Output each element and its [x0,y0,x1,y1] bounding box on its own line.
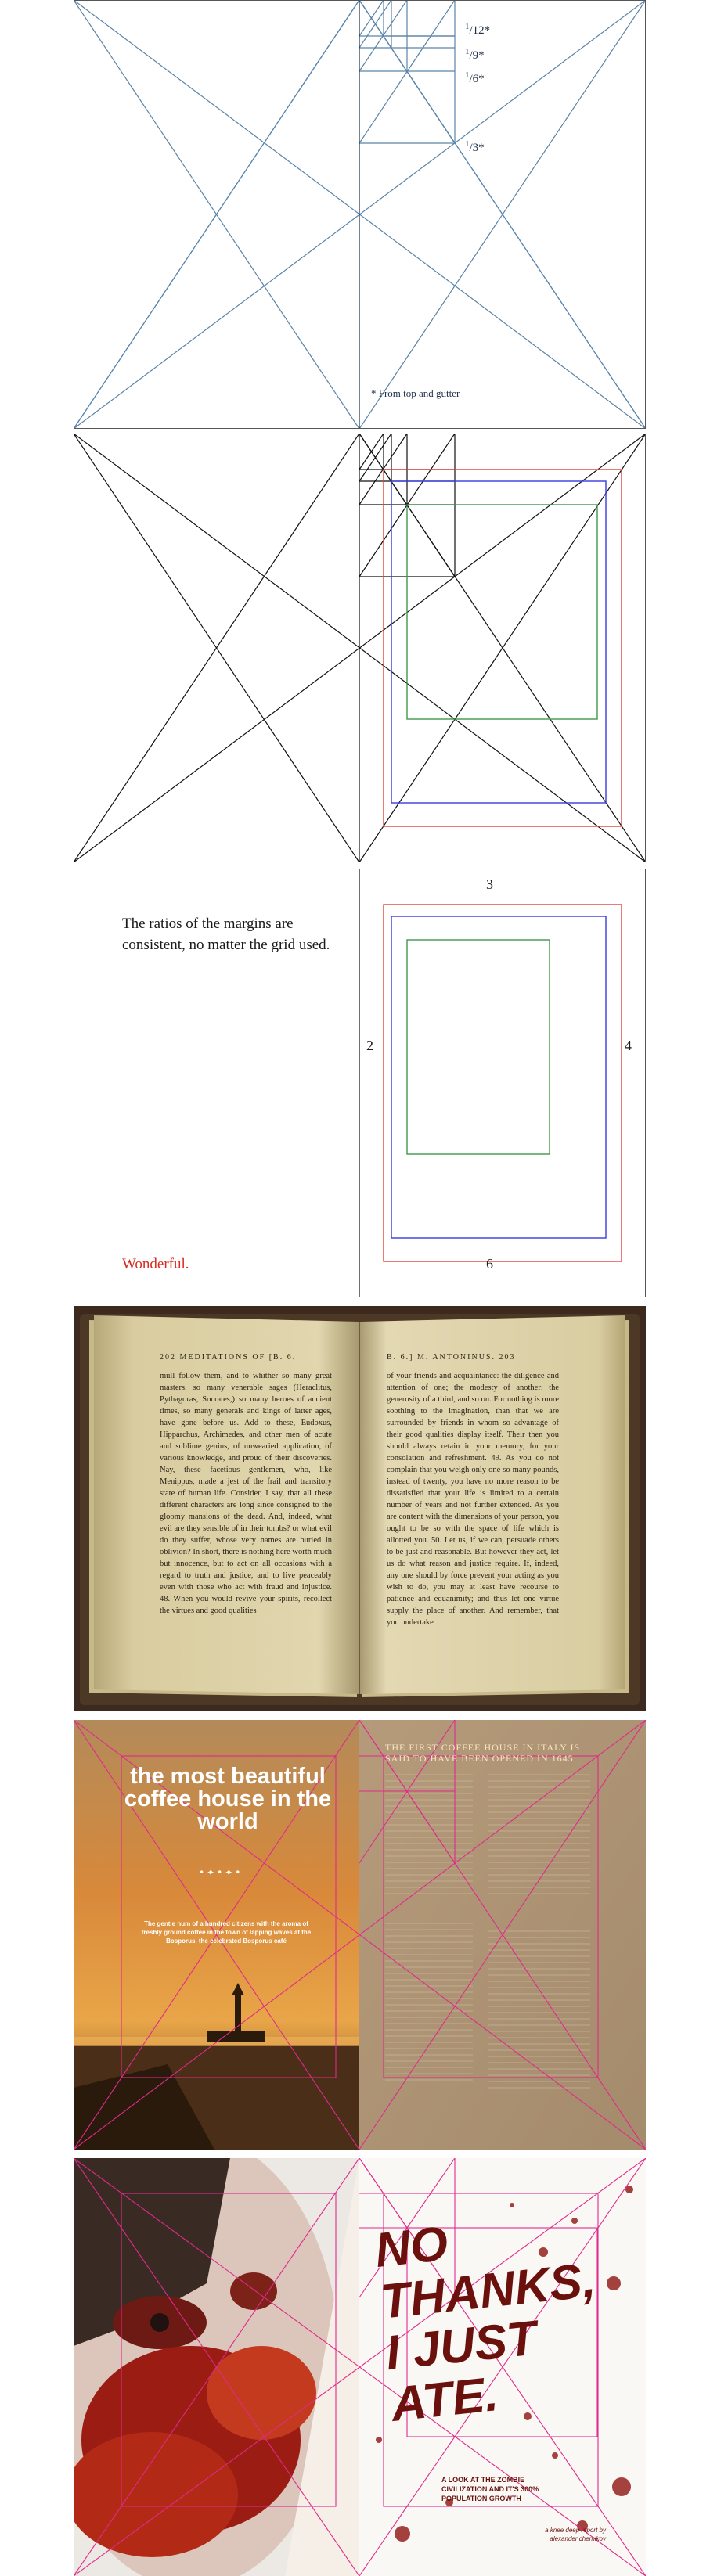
zombie-headline: NO THANKS, I JUST ATE. [372,2216,598,2432]
margin-ratio-panel [74,869,646,1297]
zombie-credit: a knee deep report by alexander chernikov [545,2527,606,2542]
open-book-photo [74,1306,646,1711]
fraction-label-third: $^1$/3* [465,139,485,154]
canon-construction-panel [74,0,646,429]
right-page-header: B. 6.] M. ANTONINUS. 203 [387,1353,516,1362]
magazine-deck: The gentle hum of a hundred citizens with the aroma of freshly ground coffee in the town of lapping waves at the Bosporus, the celebrated Bosporus café [141,1920,312,1945]
margin-top-ratio: 3 [486,876,493,892]
margin-left-ratio: 2 [366,1038,373,1053]
zombie-deck: A LOOK AT THE ZOMBIE CIVILIZATION AND IT'S 300% POPULATION GROWTH [441,2476,539,2502]
magazine-spread-coffee [74,1720,646,2150]
fraction-label-ninth: $^1$/9* [465,47,485,62]
margin-bottom-ratio: 6 [486,1256,493,1272]
magazine-headline: the most beautiful coffee house in the world [124,1764,332,1834]
fraction-label-sixth: $^1$/6* [465,70,485,85]
canon-construction-diagram [74,0,646,429]
footnote: * From top and gutter [371,387,460,399]
margin-right-ratio: 4 [625,1038,632,1053]
right-page-heading: THE FIRST COFFEE HOUSE IN ITALY IS SAID TO HAVE BEEN OPENED IN 1645 [385,1742,581,1764]
right-page-text: of your friends and acquaintance: the diligence and attention of one; the modesty of another; the generosity of a third, and so on. For nothing is more soothing to the imagination, than that we are surrounded by friends in whom so advantage of their good qualities display itself. Their then you should always retain in your memory, for your consolation and refreshment. 49. As you do not complain that you weigh only one so many pounds, instead of twenty, you have no more reason to be dissatisfied that your life is limited to a certain number of years and not further extended. As you are content with the dimensions of your person, you ought to be so with the space of life which is allotted you. 50. Let us, if we can, persuade others to be just and reasonable. But however they act, let us do what reason and justice require. If, indeed, any one should by force prevent your acting as you wish to do, you may at least have recourse to patience and equanimity; and thus let one virtue supply the place of another. And remember, that you undertake [387,1372,559,1627]
fraction-label-twelfth: $^1$/12* [465,22,491,37]
left-page-header: 202 MEDITATIONS OF [B. 6. [160,1353,297,1362]
headline-ornament: •✦•✦• [199,1867,243,1878]
magazine-spread-zombie [74,2158,646,2576]
wonderful-text: Wonderful. [122,1256,189,1272]
text-block-grid-panel [74,434,646,862]
left-page-text: mull follow them, and to whither so many great masters, so many venerable sages (Heraclitus, Pythagoras, Socrates,) so many heroes of ancient times, so many generals and kings of latter ages, have gone before us. Add to these, Eudoxus, Hipparchus, Archimedes, and other men of acute and sublime genius, of unwearied application, of various knowledge, and proud of their discoveries. Nay, these facetious gentlemen, who, like Menippus, made a jest of the frail and transitory state of human life. Consider, I say, that all these different characters are long since consigned to the gloomy mansions of the dead. And, indeed, what evil are they sensible of in their tombs? or what evil do they suffer, whose very names are buried in oblivion? In short, there is nothing here worth much but innocence, but to act on all occasions with a regard to truth and justice, and to live peaceably even with those who act with fraud and injustice. 48. When you would revive your spirits, recollect the virtues and good qualities [160,1372,332,1615]
text-block-grid-diagram [74,434,646,862]
margin-ratio-caption: The ratios of the margins are consistent, no matter the grid used. [122,916,330,953]
